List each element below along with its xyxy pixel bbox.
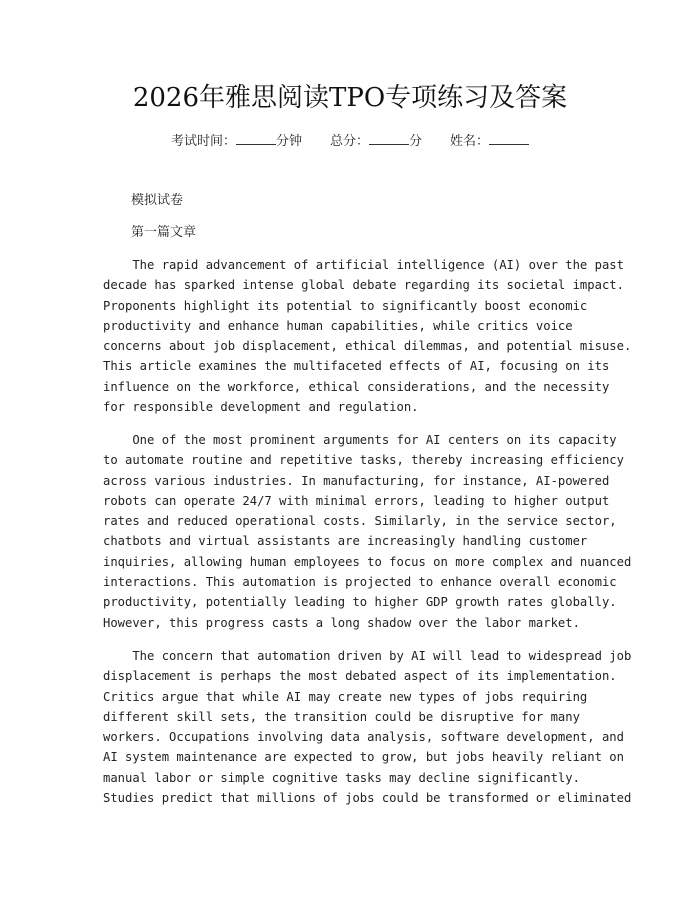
exam-info-line <box>0 130 700 152</box>
paragraph-line: different skill sets, the transition could be disruptive for many <box>103 709 580 724</box>
paragraph-line: productivity, potentially leading to higher GDP growth rates globally. <box>103 595 617 610</box>
paragraph-line: manual labor or simple cognitive tasks may decline significantly. <box>103 770 580 785</box>
time-label: 考试时间： <box>170 134 236 149</box>
paragraph-line: Studies predict that millions of jobs could be transformed or eliminated <box>103 791 632 806</box>
paragraph-line: The concern that automation driven by AI will lead to widespread job <box>103 649 632 663</box>
paragraph-line: workers. Occupations involving data analysis, software development, and <box>103 730 624 745</box>
paragraph-line: inquiries, allowing human employees to focus on more complex and nuanced <box>103 554 632 569</box>
score-unit: 分 <box>409 134 423 149</box>
paragraph-line: for responsible development and regulation. <box>103 400 419 415</box>
paragraph-line: However, this progress casts a long shadow over the labor market. <box>103 615 580 630</box>
paragraph-line: across various industries. In manufacturing, for instance, AI-powered <box>103 473 610 488</box>
paragraph-line: This article examines the multifaceted effects of AI, focusing on its <box>103 359 610 374</box>
name-label: 姓名： <box>450 134 490 149</box>
paragraph-line: One of the most prominent arguments for AI centers on its capacity <box>103 433 617 447</box>
time-unit: 分钟 <box>275 134 302 149</box>
paragraph-3 <box>103 646 632 808</box>
passage-heading: 第一篇文章 <box>131 225 197 240</box>
score-label: 总分： <box>329 134 369 149</box>
paragraph-line: interactions. This automation is projected to enhance overall economic <box>103 575 617 590</box>
paragraph-line: productivity and enhance human capabilities, while critics voice <box>103 318 573 333</box>
paragraph-line: influence on the workforce, ethical considerations, and the necessity <box>103 379 610 394</box>
paragraph-line: decade has sparked intense global debate regarding its societal impact. <box>103 278 624 293</box>
paragraph-line: concerns about job displacement, ethical dilemmas, and potential misuse. <box>103 339 632 354</box>
section-heading: 模拟试卷 <box>131 193 184 208</box>
paragraph-line: rates and reduced operational costs. Similarly, in the service sector, <box>103 514 617 529</box>
name-blank <box>489 130 529 145</box>
paragraph-1 <box>103 255 632 417</box>
paragraph-line: robots can operate 24/7 with minimal errors, leading to higher output <box>103 493 610 508</box>
document-title: 2026年雅思阅读TPO专项练习及答案 <box>132 83 568 113</box>
paragraph-line: Proponents highlight its potential to significantly boost economic <box>103 298 588 313</box>
paragraph-2 <box>103 430 632 633</box>
paragraph-line: chatbots and virtual assistants are increasingly handling customer <box>103 534 588 549</box>
time-blank <box>236 130 276 145</box>
paragraph-line: to automate routine and repetitive tasks, thereby increasing efficiency <box>103 453 624 468</box>
paragraph-line: displacement is perhaps the most debated aspect of its implementation. <box>103 669 617 684</box>
paragraph-line: Critics argue that while AI may create new types of jobs requiring <box>103 689 588 704</box>
score-blank <box>369 130 409 145</box>
paragraph-line: The rapid advancement of artificial intelligence (AI) over the past <box>103 258 624 272</box>
paragraph-line: AI system maintenance are expected to grow, but jobs heavily reliant on <box>103 750 624 765</box>
